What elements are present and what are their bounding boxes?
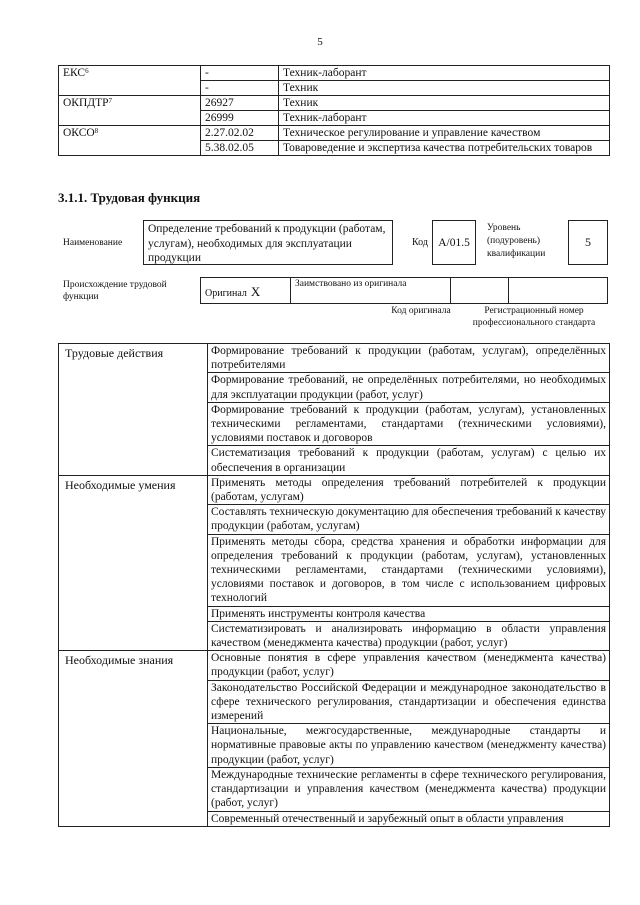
knowledge-item: Национальные, межгосударственные, международные стандарты и нормативные правовые акты по управлению качеством (менеджменту качества) продукции (работ, услуг) [208,724,610,768]
table-row [59,66,610,81]
reg-caption: Регистрационный номер профессионального стандарта [472,306,596,328]
classifier-code: 26927 [201,96,279,111]
classifier-code: - [201,66,279,81]
origin-label: Происхождение трудовой функции [63,280,167,302]
table-row [59,475,610,504]
actions-label: Трудовые действия [59,344,208,476]
classifier-code: 2.27.02.02 [201,126,279,141]
classifier-code: - [201,81,279,96]
table-row [59,96,610,111]
section-title: 3.1.1. Трудовая функция [58,190,201,205]
classifier-title: Товароведение и экспертиза качества потребительских товаров [279,141,610,156]
original-cell: Оригинал X [201,278,291,303]
borrowed-cell: Заимствовано из оригинала [291,278,451,303]
page-number: 5 [317,36,323,48]
classifier-title: Техник [279,96,610,111]
level-label: Уровень (подуровень) квалификации [487,223,546,259]
skill-item: Систематизировать и анализировать информацию в области управления качеством (менеджмента качества) продукции (работ, услуг) [208,621,610,650]
action-item: Формирование требований к продукции (работам, услугам), установленных техническими регламентами, стандартами (техническими условиями), условиями поставок и договоров [208,402,610,446]
knowledge-item: Законодательство Российской Федерации и международное законодательство в сфере технического регулирования, стандартизации и обеспечения единства измерений [208,680,610,724]
action-item: Формирование требований к продукции (работам, услугам), определённых потребителями [208,344,610,373]
qualification-level: 5 [568,220,608,265]
classifier-title: Техник [279,81,610,96]
skill-item: Применять методы определения требований потребителей к продукции (работам, услугам) [208,475,610,504]
code-label: Код [412,237,428,248]
action-item: Систематизация требований к продукции (работам, услугам) с целью их обеспечения в организации [208,446,610,475]
function-table [58,343,610,827]
classifier-title: Техник-лаборант [279,111,610,126]
classifier-title: Техническое регулирование и управление качеством [279,126,610,141]
knowledge-label: Необходимые знания [59,651,208,826]
function-code: А/01.5 [432,220,476,265]
skill-item: Составлять техническую документацию для обеспечения требований к качеству продукции (работам, услугам) [208,505,610,534]
table-row [59,126,610,141]
classifier-eks: ЕКС$^6$ [59,66,201,96]
original-mark: X [250,284,261,299]
classifier-code: 5.38.02.05 [201,141,279,156]
action-item: Формирование требований, не определённых потребителями, но необходимых для эксплуатации продукции (работ, услуг) [208,373,610,402]
table-row [59,651,610,680]
classifier-title: Техник-лаборант [279,66,610,81]
table-row [59,344,610,373]
knowledge-item: Основные понятия в сфере управления качеством (менеджмента качества) продукции (работ, услуг) [208,651,610,680]
classification-table [58,65,610,156]
code-caption: Код оригинала [391,306,451,316]
origin-row [200,277,608,304]
origin-code-cell [451,278,509,303]
skill-item: Применять инструменты контроля качества [208,606,610,621]
function-name: Определение требований к продукции (работам, услугам), необходимых для эксплуатации продукции [143,220,393,265]
classifier-okso: ОКСО$^8$ [59,126,201,156]
knowledge-item: Международные технические регламенты в сфере технического регулирования, стандартизации и управления качеством (менеджмента качества) продукции (работ, услуг) [208,767,610,811]
classifier-okpdtr: ОКПДТР$^7$ [59,96,201,126]
skills-label: Необходимые умения [59,475,208,650]
skill-item: Применять методы сбора, средства хранения и обработки информации для определения требований к продукции (работам, услугам), установленных техническими регламентами, стандартами (техническими условиями), условиями поставок и договоров, в том числе с использованием цифровых технологий [208,534,610,606]
knowledge-item: Современный отечественный и зарубежный опыт в области управления [208,811,610,826]
name-label: Наименование [63,238,123,248]
classifier-code: 26999 [201,111,279,126]
